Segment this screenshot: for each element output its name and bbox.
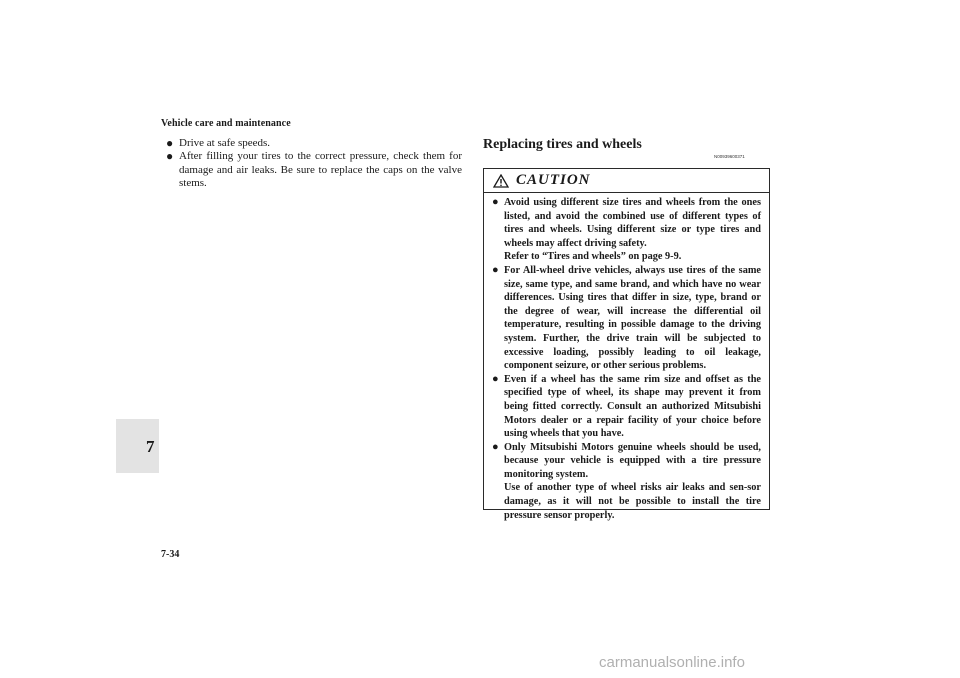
list-item bbox=[166, 137, 462, 150]
caution-header bbox=[484, 169, 769, 193]
caution-item bbox=[492, 441, 761, 523]
bullet-icon: ● bbox=[166, 149, 174, 164]
list-item-text: After filling your tires to the correct pressure, check them for damage and air leaks. Be sure to replace the caps on the valve stems. bbox=[179, 150, 462, 189]
caution-body bbox=[484, 193, 769, 522]
list-item-text: Drive at safe speeds. bbox=[179, 137, 271, 149]
bullet-icon: ● bbox=[492, 440, 499, 453]
watermark-text: carmanualsonline.info bbox=[599, 654, 745, 671]
caution-item bbox=[492, 264, 761, 373]
caution-item-text: For All-wheel drive vehicles, always use tires of the same size, same type, and same brand, and which have no wear differences. Using tires that differ in size, type, brand or the degree of wear, will increase the differential oil temperature, resulting in possible damage to the driving system. Further, the drive train will be subjected to excessive loading, possibly leading to oil leakage, component seizure, or other serious problems. bbox=[504, 264, 761, 372]
section-heading: Replacing tires and wheels bbox=[483, 137, 642, 152]
chapter-number: 7 bbox=[146, 437, 155, 456]
caution-item bbox=[492, 373, 761, 441]
warning-triangle-icon bbox=[493, 174, 509, 188]
caution-item bbox=[492, 196, 761, 264]
caution-item-text: Avoid using different size tires and wheels from the ones listed, and avoid the combined use of different types of tires and wheels. Using different size or type tires and wheels may affect driving safety. bbox=[504, 197, 761, 249]
caution-title: CAUTION bbox=[516, 172, 591, 188]
bullet-icon: ● bbox=[492, 372, 499, 385]
document-code: N00939600371 bbox=[714, 154, 745, 159]
left-column bbox=[166, 137, 462, 190]
caution-item-text: Even if a wheel has the same rim size and offset as the specified type of wheel, its shape may prevent it from being fitted correctly. Consult an authorized Mitsubishi Motors dealer or a repair facility of your choice before using wheels that you have. bbox=[504, 373, 761, 440]
caution-item-note: Use of another type of wheel risks air leaks and sen-sor damage, as it will not be possible to install the tire pressure sensor properly. bbox=[504, 482, 761, 521]
page-number: 7-34 bbox=[161, 549, 180, 560]
caution-item-text: Only Mitsubishi Motors genuine wheels should be used, because your vehicle is equipped with a tire pressure monitoring system. bbox=[504, 441, 761, 480]
caution-box bbox=[483, 168, 770, 521]
caution-item-reference: Refer to “Tires and wheels” on page 9-9. bbox=[504, 251, 682, 263]
bullet-icon: ● bbox=[492, 196, 499, 208]
page-header-title: Vehicle care and maintenance bbox=[161, 118, 291, 129]
list-item bbox=[166, 150, 462, 190]
bullet-icon: ● bbox=[166, 136, 174, 150]
bullet-icon: ● bbox=[492, 263, 499, 276]
